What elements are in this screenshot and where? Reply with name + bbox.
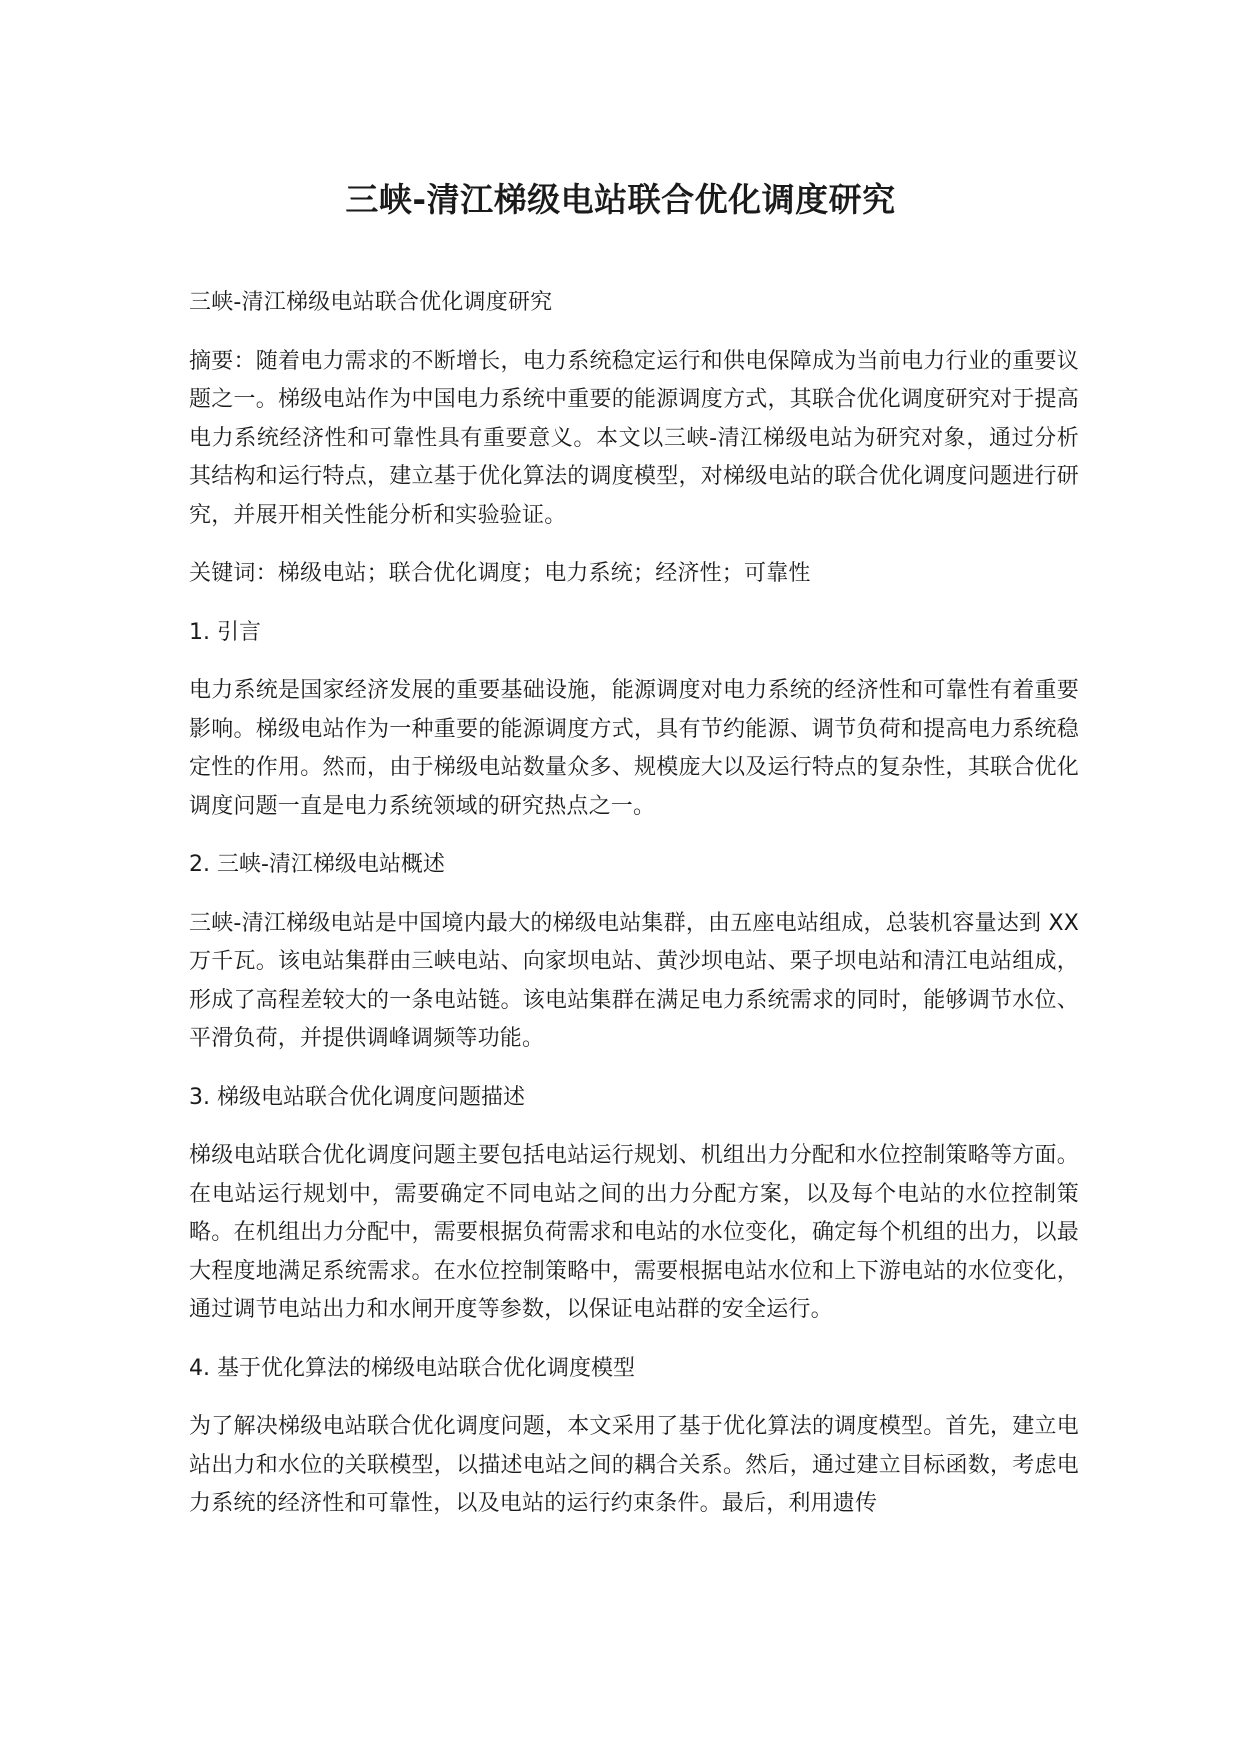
section-body-introduction: 电力系统是国家经济发展的重要基础设施，能源调度对电力系统的经济性和可靠性有着重要影响。梯级电站作为一种重要的能源调度方式，具有节约能源、调节负荷和提高电力系统稳定性的作用。然而，由于梯级电站数量众多、规模庞大以及运行特点的复杂性，其联合优化调度问题一直是电力系统领域的研究热点之一。 (189, 678, 1079, 819)
abstract-paragraph: 摘要：随着电力需求的不断增长，电力系统稳定运行和供电保障成为当前电力行业的重要议题之一。梯级电站作为中国电力系统中重要的能源调度方式，其联合优化调度研究对于提高电力系统经济性和可靠性具有重要意义。本文以三峡-清江梯级电站为研究对象，通过分析其结构和运行特点，建立基于优化算法的调度模型，对梯级电站的联合优化调度问题进行研究，并展开相关性能分析和实验验证。 (189, 348, 1079, 528)
section-body-model: 为了解决梯级电站联合优化调度问题，本文采用了基于优化算法的调度模型。首先，建立电站出力和水位的关联模型，以描述电站之间的耦合关系。然后，通过建立目标函数，考虑电力系统的经济性和可靠性，以及电站的运行约束条件。最后，利用遗传 (189, 1414, 1079, 1516)
section-body-overview: 三峡-清江梯级电站是中国境内最大的梯级电站集群，由五座电站组成，总装机容量达到 XX 万千瓦。该电站集群由三峡电站、向家坝电站、黄沙坝电站、栗子坝电站和清江电站组成，形成了高程差较大的一条电站链。该电站集群在满足电力系统需求的同时，能够调节水位、平滑负荷，并提供调峰调频等功能。 (189, 910, 1079, 1051)
section-heading-overview: 2. 三峡-清江梯级电站概述 (189, 852, 445, 877)
document-subtitle: 三峡-清江梯级电站联合优化调度研究 (189, 290, 553, 315)
section-body-problem: 梯级电站联合优化调度问题主要包括电站运行规划、机组出力分配和水位控制策略等方面。在电站运行规划中，需要确定不同电站之间的出力分配方案，以及每个电站的水位控制策略。在机组出力分配中，需要根据负荷需求和电站的水位变化，确定每个机组的出力，以最大程度地满足系统需求。在水位控制策略中，需要根据电站水位和上下游电站的水位变化，通过调节电站出力和水闸开度等参数，以保证电站群的安全运行。 (189, 1143, 1079, 1322)
section-heading-model: 4. 基于优化算法的梯级电站联合优化调度模型 (189, 1355, 635, 1381)
document-title: 三峡-清江梯级电站联合优化调度研究 (345, 180, 896, 219)
keywords-line: 关键词：梯级电站；联合优化调度；电力系统；经济性；可靠性 (189, 561, 811, 586)
document-body (189, 284, 1079, 1544)
section-heading-problem: 3. 梯级电站联合优化调度问题描述 (189, 1084, 525, 1110)
section-heading-introduction: 1. 引言 (189, 619, 261, 645)
